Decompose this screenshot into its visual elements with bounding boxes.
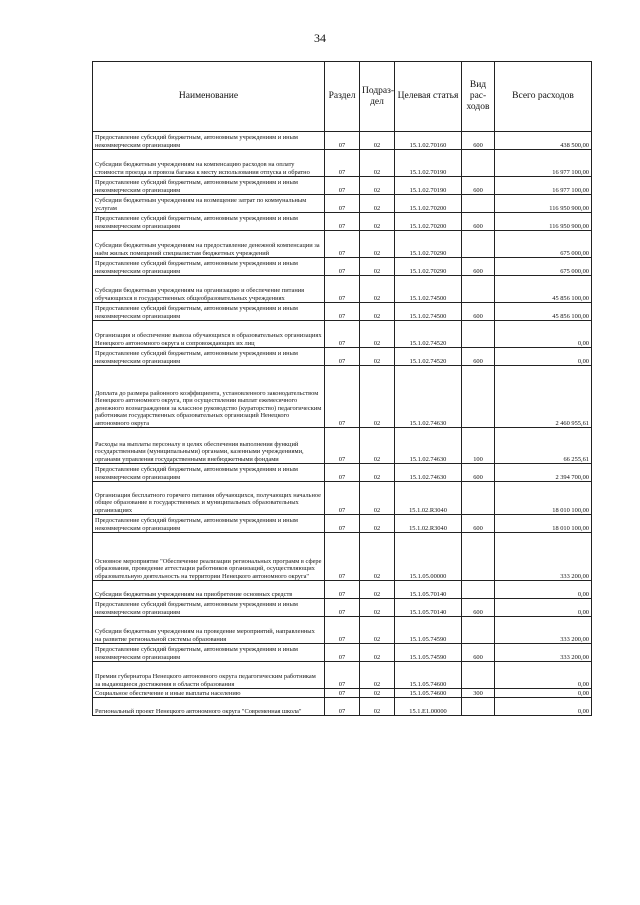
cell-expense-type: [462, 581, 495, 599]
cell-total: 2 394 700,00: [495, 464, 592, 482]
cell-target: 15.1.02.74520: [395, 321, 462, 348]
cell-total: 0,00: [495, 321, 592, 348]
header-subsection: Подраз- дел: [360, 62, 395, 132]
cell-section: 07: [325, 662, 360, 689]
table-row: [93, 150, 592, 177]
table-row: [93, 213, 592, 231]
cell-total: 675 000,00: [495, 258, 592, 276]
cell-name: Предоставление субсидий бюджетным, автономным учреждениям и иным некоммерческим организациям: [93, 132, 325, 150]
cell-total: 0,00: [495, 348, 592, 366]
cell-section: 07: [325, 464, 360, 482]
cell-expense-type: [462, 150, 495, 177]
cell-expense-type: [462, 231, 495, 258]
cell-expense-type: 600: [462, 348, 495, 366]
table-row: [93, 366, 592, 428]
cell-section: 07: [325, 689, 360, 698]
cell-subsection: 02: [360, 303, 395, 321]
cell-target: 15.1.02.70190: [395, 150, 462, 177]
table-row: [93, 662, 592, 689]
cell-name: Предоставление субсидий бюджетным, автономным учреждениям и иным некоммерческим организациям: [93, 177, 325, 195]
cell-expense-type: 600: [462, 258, 495, 276]
cell-total: 0,00: [495, 581, 592, 599]
cell-name: Субсидии бюджетным учреждениям на предоставление денежной компенсации за наём жилых помещений специалистам бюджетных учреждений: [93, 231, 325, 258]
table-row: [93, 195, 592, 213]
header-total: Всего расходов: [495, 62, 592, 132]
table-row: [93, 258, 592, 276]
cell-name: Предоставление субсидий бюджетным, автономным учреждениям и иным некоммерческим организациям: [93, 303, 325, 321]
cell-expense-type: 100: [462, 428, 495, 464]
cell-total: 0,00: [495, 698, 592, 716]
cell-target: 15.1.02.R3040: [395, 482, 462, 515]
header-section: Раздел: [325, 62, 360, 132]
cell-total: 18 010 100,00: [495, 515, 592, 533]
cell-subsection: 02: [360, 195, 395, 213]
cell-target: 15.1.05.70140: [395, 581, 462, 599]
cell-expense-type: 600: [462, 515, 495, 533]
cell-name: Доплата до размера районного коэффициента, установленного законодательством Ненецкого автономного округа, при осуществлении выплат ежемесячного денежного вознаграждения за классное руководство (кураторство) педагогическим работникам государственных образовательных организаций Ненецкого автономного округа: [93, 366, 325, 428]
cell-subsection: 02: [360, 321, 395, 348]
cell-target: 15.1.02.74630: [395, 366, 462, 428]
cell-target: 15.1.02.74500: [395, 303, 462, 321]
cell-subsection: 02: [360, 698, 395, 716]
cell-subsection: 02: [360, 231, 395, 258]
cell-section: 07: [325, 132, 360, 150]
table-row: [93, 276, 592, 303]
cell-total: 0,00: [495, 662, 592, 689]
cell-section: 07: [325, 213, 360, 231]
cell-section: 07: [325, 428, 360, 464]
cell-name: Региональный проект Ненецкого автономного округа "Современная школа": [93, 698, 325, 716]
cell-section: 07: [325, 258, 360, 276]
cell-target: 15.1.05.74600: [395, 689, 462, 698]
table-row: [93, 617, 592, 644]
table-row: [93, 599, 592, 617]
cell-target: 15.1.02.R3040: [395, 515, 462, 533]
cell-total: 45 856 100,00: [495, 303, 592, 321]
cell-total: 333 200,00: [495, 644, 592, 662]
cell-target: 15.1.02.74520: [395, 348, 462, 366]
cell-name: Субсидии бюджетным учреждениям на организацию и обеспечение питания обучающихся в государственных общеобразовательных учреждениях: [93, 276, 325, 303]
cell-subsection: 02: [360, 366, 395, 428]
cell-name: Предоставление субсидий бюджетным, автономным учреждениям и иным некоммерческим организациям: [93, 464, 325, 482]
table-row: [93, 581, 592, 599]
cell-target: 15.1.02.74630: [395, 428, 462, 464]
cell-section: 07: [325, 599, 360, 617]
cell-expense-type: 600: [462, 599, 495, 617]
cell-name: Предоставление субсидий бюджетным, автономным учреждениям и иным некоммерческим организациям: [93, 599, 325, 617]
cell-total: 66 255,61: [495, 428, 592, 464]
table-row: [93, 482, 592, 515]
cell-name: Субсидии бюджетным учреждениям на возмещение затрат по коммунальным услугам: [93, 195, 325, 213]
cell-total: 2 460 955,61: [495, 366, 592, 428]
cell-name: Премии губернатора Ненецкого автономного округа педагогическим работникам за выдающиеся достижения в области образования: [93, 662, 325, 689]
cell-target: 15.1.05.74600: [395, 662, 462, 689]
cell-total: 116 950 900,00: [495, 195, 592, 213]
table-row: [93, 689, 592, 698]
cell-section: 07: [325, 321, 360, 348]
cell-section: 07: [325, 150, 360, 177]
cell-expense-type: 600: [462, 177, 495, 195]
cell-name: Организация и обеспечение вывоза обучающихся в образовательных организациях Ненецкого автономного округа и сопровождающих их лиц: [93, 321, 325, 348]
cell-section: 07: [325, 276, 360, 303]
table-row: [93, 231, 592, 258]
cell-subsection: 02: [360, 533, 395, 581]
cell-total: 675 000,00: [495, 231, 592, 258]
cell-total: 16 977 100,00: [495, 150, 592, 177]
table-row: [93, 132, 592, 150]
cell-subsection: 02: [360, 428, 395, 464]
cell-subsection: 02: [360, 464, 395, 482]
cell-target: 15.1.02.70200: [395, 213, 462, 231]
table-header: [93, 62, 592, 132]
cell-section: 07: [325, 177, 360, 195]
cell-subsection: 02: [360, 515, 395, 533]
cell-expense-type: [462, 533, 495, 581]
cell-target: 15.1.02.70190: [395, 177, 462, 195]
cell-expense-type: [462, 698, 495, 716]
cell-total: 0,00: [495, 689, 592, 698]
table-row: [93, 177, 592, 195]
cell-expense-type: [462, 662, 495, 689]
cell-target: 15.1.02.70160: [395, 132, 462, 150]
cell-expense-type: 600: [462, 644, 495, 662]
page-number: 34: [314, 31, 326, 45]
cell-total: 333 200,00: [495, 533, 592, 581]
cell-expense-type: 600: [462, 132, 495, 150]
cell-target: 15.1.05.74590: [395, 644, 462, 662]
table-row: [93, 428, 592, 464]
cell-subsection: 02: [360, 644, 395, 662]
table-body: [93, 132, 592, 716]
table-row: [93, 698, 592, 716]
cell-section: 07: [325, 231, 360, 258]
cell-name: Предоставление субсидий бюджетным, автономным учреждениям и иным некоммерческим организациям: [93, 258, 325, 276]
cell-section: 07: [325, 698, 360, 716]
cell-subsection: 02: [360, 132, 395, 150]
cell-section: 07: [325, 303, 360, 321]
cell-name: Предоставление субсидий бюджетным, автономным учреждениям и иным некоммерческим организациям: [93, 515, 325, 533]
cell-total: 333 200,00: [495, 617, 592, 644]
cell-name: Субсидии бюджетным учреждениям на проведение мероприятий, направленных на развитие региональной системы образования: [93, 617, 325, 644]
cell-subsection: 02: [360, 662, 395, 689]
cell-subsection: 02: [360, 689, 395, 698]
table-row: [93, 348, 592, 366]
cell-section: 07: [325, 195, 360, 213]
cell-total: 116 950 900,00: [495, 213, 592, 231]
cell-total: 18 010 100,00: [495, 482, 592, 515]
cell-section: 07: [325, 366, 360, 428]
cell-target: 15.1.02.70200: [395, 195, 462, 213]
cell-target: 15.1.02.70290: [395, 231, 462, 258]
cell-section: 07: [325, 482, 360, 515]
cell-expense-type: 600: [462, 213, 495, 231]
cell-section: 07: [325, 348, 360, 366]
cell-name: Субсидии бюджетным учреждениям на компенсацию расходов на оплату стоимости проезда и провоза багажа к месту использования отпуска и обратно: [93, 150, 325, 177]
cell-name: Организация бесплатного горячего питания обучающихся, получающих начальное общее образование в государственных и муниципальных образовательных организациях: [93, 482, 325, 515]
cell-subsection: 02: [360, 150, 395, 177]
cell-subsection: 02: [360, 177, 395, 195]
cell-expense-type: 600: [462, 303, 495, 321]
cell-name: Предоставление субсидий бюджетным, автономным учреждениям и иным некоммерческим организациям: [93, 348, 325, 366]
cell-target: 15.1.05.00000: [395, 533, 462, 581]
cell-subsection: 02: [360, 482, 395, 515]
cell-subsection: 02: [360, 581, 395, 599]
cell-total: 16 977 100,00: [495, 177, 592, 195]
cell-expense-type: 300: [462, 689, 495, 698]
cell-name: Расходы на выплаты персоналу в целях обеспечения выполнения функций государственными (муниципальными) органами, казенными учреждениями, органами управления государственными внебюджетными фондами: [93, 428, 325, 464]
cell-expense-type: [462, 321, 495, 348]
cell-expense-type: [462, 366, 495, 428]
cell-target: 15.1.02.74630: [395, 464, 462, 482]
cell-subsection: 02: [360, 276, 395, 303]
cell-target: 15.1.02.74500: [395, 276, 462, 303]
table-row: [93, 464, 592, 482]
cell-total: 0,00: [495, 599, 592, 617]
table-row: [93, 644, 592, 662]
header-name: Наименование: [93, 62, 325, 132]
header-target: Целевая статья: [395, 62, 462, 132]
cell-subsection: 02: [360, 213, 395, 231]
cell-subsection: 02: [360, 258, 395, 276]
cell-name: Субсидии бюджетным учреждениям на приобретение основных средств: [93, 581, 325, 599]
cell-subsection: 02: [360, 599, 395, 617]
cell-target: 15.1.02.70290: [395, 258, 462, 276]
cell-target: 15.1.05.74590: [395, 617, 462, 644]
cell-name: Основное мероприятие "Обеспечение реализации региональных программ в сфере образования, проведение аттестации работников организаций, осуществляющих образовательную деятельность на территории Ненецкого автономного округа": [93, 533, 325, 581]
cell-name: Предоставление субсидий бюджетным, автономным учреждениям и иным некоммерческим организациям: [93, 213, 325, 231]
budget-table: [92, 61, 592, 716]
cell-expense-type: [462, 617, 495, 644]
cell-section: 07: [325, 533, 360, 581]
cell-expense-type: [462, 276, 495, 303]
cell-subsection: 02: [360, 617, 395, 644]
cell-name: Предоставление субсидий бюджетным, автономным учреждениям и иным некоммерческим организациям: [93, 644, 325, 662]
table-row: [93, 303, 592, 321]
cell-expense-type: [462, 482, 495, 515]
cell-section: 07: [325, 617, 360, 644]
table-row: [93, 321, 592, 348]
cell-expense-type: [462, 195, 495, 213]
table-row: [93, 515, 592, 533]
cell-total: 438 500,00: [495, 132, 592, 150]
header-expense-type: Вид рас- ходов: [462, 62, 495, 132]
cell-total: 45 856 100,00: [495, 276, 592, 303]
cell-section: 07: [325, 515, 360, 533]
table-row: [93, 533, 592, 581]
cell-section: 07: [325, 644, 360, 662]
cell-expense-type: 600: [462, 464, 495, 482]
cell-target: 15.1.E1.00000: [395, 698, 462, 716]
cell-target: 15.1.05.70140: [395, 599, 462, 617]
cell-name: Социальное обеспечение и иные выплаты населению: [93, 689, 325, 698]
cell-subsection: 02: [360, 348, 395, 366]
cell-section: 07: [325, 581, 360, 599]
